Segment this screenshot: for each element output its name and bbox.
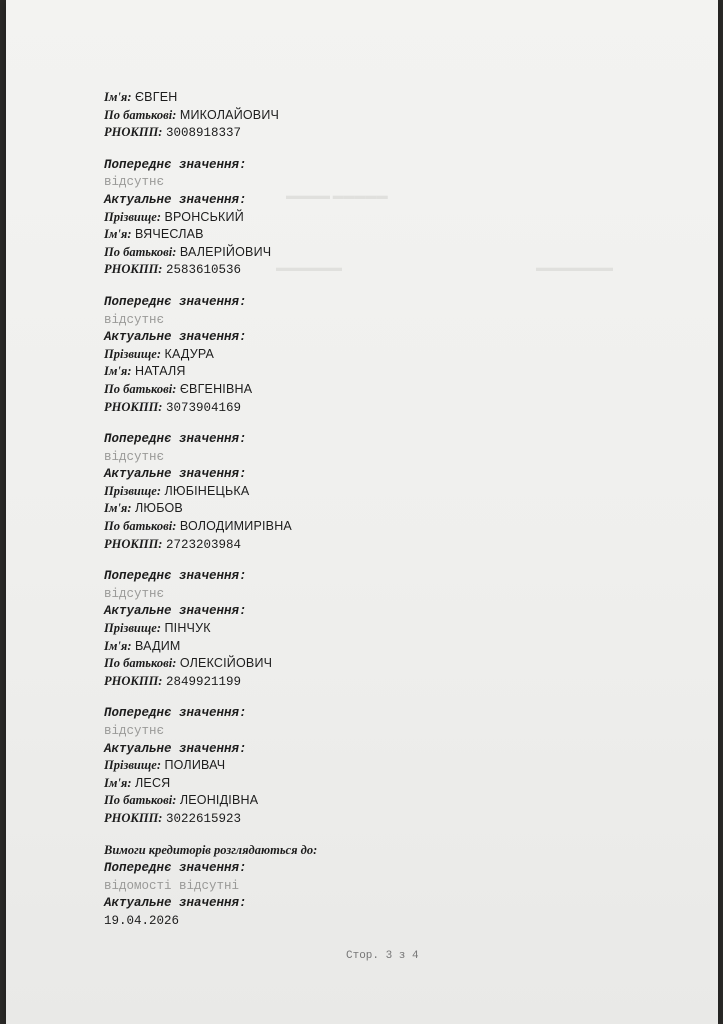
- change-entry: [104, 293, 664, 430]
- tax-id-row: РНОКПП: 3022615923: [104, 810, 241, 826]
- tax-id-value: 3022615923: [165, 811, 241, 826]
- creditors-heading: Вимоги кредиторів розглядаються до:: [104, 842, 318, 857]
- previous-value: відсутнє: [104, 449, 165, 464]
- tax-id-row: РНОКПП: 2723203984: [104, 536, 241, 552]
- creditors-section: [104, 842, 664, 930]
- previous-value-label: Попереднє значення:: [104, 706, 247, 721]
- surname-value: ЛЮБІНЕЦЬКА: [164, 483, 250, 498]
- patronymic-value: ЄВГЕНІВНА: [179, 381, 253, 396]
- patronymic-row: По батькові: МИКОЛАЙОВИЧ: [104, 107, 280, 122]
- tax-id-row: РНОКПП: 2583610536: [104, 262, 241, 278]
- current-value-label: Актуальне значення:: [104, 330, 247, 345]
- previous-value: відсутнє: [104, 175, 165, 190]
- surname-row: Прізвище: ПІНЧУК: [104, 621, 211, 636]
- patronymic-value: ВАЛЕРІЙОВИЧ: [179, 244, 272, 259]
- name-row: Ім'я: ВАДИМ: [104, 638, 181, 653]
- surname-row: Прізвище: ЛЮБІНЕЦЬКА: [104, 483, 250, 498]
- surname-row: Прізвище: ПОЛИВАЧ: [104, 758, 226, 773]
- tax-id-value: 2583610536: [165, 263, 241, 278]
- change-entry: [104, 156, 664, 293]
- previous-value: відомості відсутні: [104, 878, 240, 893]
- patronymic-row: По батькові: ОЛЕКСІЙОВИЧ: [104, 656, 273, 671]
- bleed-through-text: ▬▬▬▬▬▬▬: [536, 262, 613, 274]
- name-row: Ім'я: НАТАЛЯ: [104, 364, 186, 379]
- current-value-label: Актуальне значення:: [104, 467, 247, 482]
- patronymic-value: МИКОЛАЙОВИЧ: [179, 107, 280, 122]
- previous-value-label: Попереднє значення:: [104, 432, 247, 447]
- tax-id-value: 3008918337: [165, 126, 241, 141]
- current-value-label: Актуальне значення:: [104, 192, 247, 207]
- patronymic-value: ЛЕОНІДІВНА: [179, 793, 259, 808]
- page-number: Стор. 3 з 4: [346, 950, 419, 962]
- patronymic-row: По батькові: ЛЕОНІДІВНА: [104, 793, 259, 808]
- previous-value: відсутнє: [104, 724, 165, 738]
- entries-list: [104, 156, 664, 842]
- name-row: Ім'я: ЛЮБОВ: [104, 501, 183, 516]
- name-value: ВЯЧЕСЛАВ: [135, 227, 204, 242]
- change-entry: [104, 430, 664, 567]
- name-value: ЛЮБОВ: [135, 501, 183, 516]
- current-value: 19.04.2026: [104, 913, 180, 928]
- patronymic-row: По батькові: ВОЛОДИМИРІВНА: [104, 519, 292, 534]
- patronymic-row: По батькові: ВАЛЕРІЙОВИЧ: [104, 244, 272, 259]
- tax-id-row: РНОКПП: 3008918337: [104, 125, 241, 141]
- surname-value: ВРОНСЬКИЙ: [164, 209, 244, 224]
- surname-value: КАДУРА: [164, 346, 215, 361]
- document-page: [6, 0, 718, 1024]
- previous-value-label: Попереднє значення:: [104, 157, 247, 172]
- document-body: [104, 89, 664, 930]
- name-row: Ім'я: ЄВГЕН: [104, 90, 178, 104]
- person-block: [104, 89, 664, 142]
- patronymic-row: По батькові: ЄВГЕНІВНА: [104, 381, 253, 396]
- bleed-through-text: ▬▬▬▬▬▬: [276, 262, 342, 274]
- surname-row: Прізвище: ВРОНСЬКИЙ: [104, 209, 244, 224]
- bleed-through-text: ▬▬▬▬▬ ▬▬▬▬: [286, 190, 388, 202]
- name-value: ЄВГЕН: [135, 90, 178, 104]
- change-entry: [104, 704, 664, 841]
- surname-row: Прізвище: КАДУРА: [104, 346, 215, 361]
- tax-id-value: 2723203984: [165, 537, 241, 552]
- current-value-label: Актуальне значення:: [104, 604, 247, 619]
- name-value: ЛЕСЯ: [135, 775, 171, 790]
- name-value: НАТАЛЯ: [135, 364, 186, 379]
- patronymic-value: ВОЛОДИМИРІВНА: [179, 519, 292, 534]
- previous-value: відсутнє: [104, 312, 165, 327]
- tax-id-value: 3073904169: [165, 400, 241, 415]
- name-value: ВАДИМ: [135, 638, 181, 653]
- name-row: Ім'я: ВЯЧЕСЛАВ: [104, 227, 204, 242]
- current-value-label: Актуальне значення:: [104, 741, 247, 756]
- previous-value-label: Попереднє значення:: [104, 294, 247, 309]
- change-entry: [104, 567, 664, 704]
- tax-id-row: РНОКПП: 2849921199: [104, 673, 241, 689]
- patronymic-value: ОЛЕКСІЙОВИЧ: [179, 656, 273, 671]
- previous-value-label: Попереднє значення:: [104, 861, 247, 876]
- surname-value: ПІНЧУК: [164, 621, 211, 636]
- tax-id-row: РНОКПП: 3073904169: [104, 399, 241, 415]
- current-value-label: Актуальне значення:: [104, 896, 247, 911]
- previous-value-label: Попереднє значення:: [104, 569, 247, 584]
- surname-value: ПОЛИВАЧ: [164, 758, 226, 773]
- previous-value: відсутнє: [104, 586, 165, 601]
- name-row: Ім'я: ЛЕСЯ: [104, 775, 171, 790]
- tax-id-value: 2849921199: [165, 674, 241, 689]
